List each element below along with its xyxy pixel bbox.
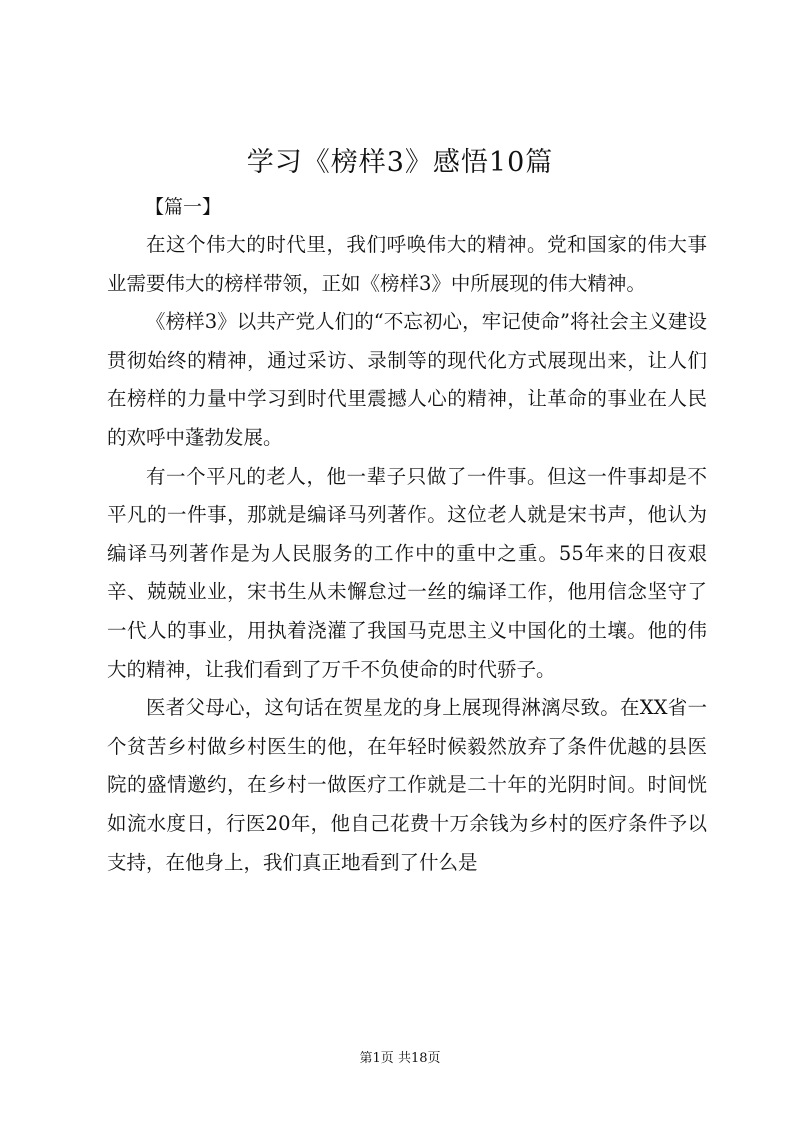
paragraph-1: 在这个伟大的时代里，我们呼唤伟大的精神。党和国家的伟大事业需要伟大的榜样带领，正如《榜样3》中所展现的伟大精神。 [107,233,707,295]
page-number: 第1页 [359,1051,394,1066]
paragraph-4: 医者父母心，这句话在贺星龙的身上展现得淋漓尽致。在XX省一个贫苦乡村做乡村医生的他，在年轻时候毅然放弃了条件优越的县医院的盛情邀约，在乡村一做医疗工作就是二十年的光阴时间。时间恍如流水度日，行医20年，他自己花费十万余钱为乡村的医疗条件予以支持，在他身上，我们真正地看到了什么是 [107,696,707,874]
page-footer [0,1047,800,1066]
section-label: 【篇一】 [145,196,222,218]
paragraph-2: 《榜样3》以共产党人们的“不忘初心，牢记使命”将社会主义建设贯彻始终的精神，通过采访、录制等的现代化方式展现出来，让人们在榜样的力量中学习到时代里震撼人心的精神，让革命的事业在人民的欢呼中蓬勃发展。 [107,310,707,449]
paragraph-3: 有一个平凡的老人，他一辈子只做了一件事。但这一件事却是不平凡的一件事，那就是编译马列著作。这位老人就是宋书声，他认为编译马列著作是为人民服务的工作中的重中之重。55年来的日夜艰辛、兢兢业业，宋书生从未懈怠过一丝的编译工作，他用信念坚守了一代人的事业，用执着浇灌了我国马克思主义中国化的土壤。他的伟大的精神，让我们看到了万千不负使命的时代骄子。 [107,464,707,681]
page-total: 共18页 [397,1051,441,1066]
document-body [107,226,707,882]
document-title: 学习《榜样3》感悟10篇 [246,147,554,178]
